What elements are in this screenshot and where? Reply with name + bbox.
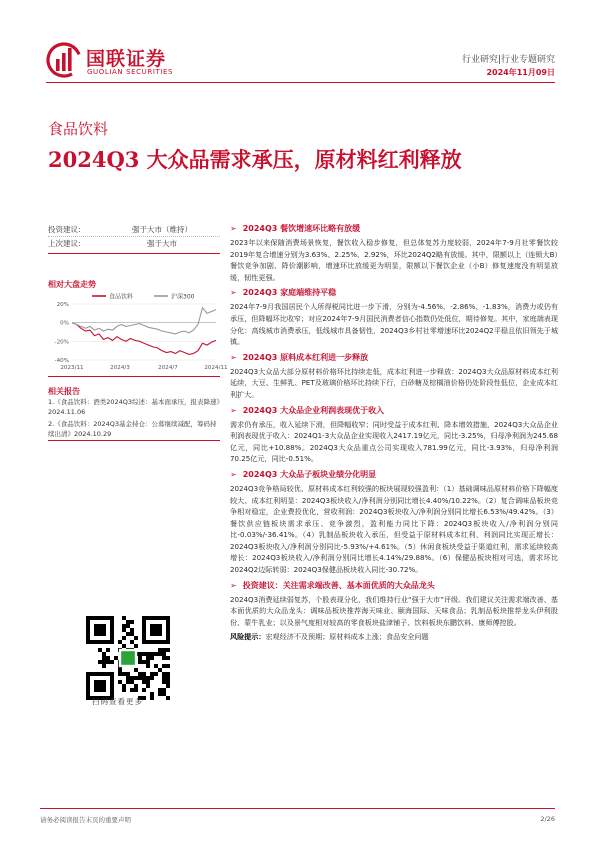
section-heading: ➢ 投资建议：关注需求端改善、基本面优质的大众品龙头 [230,580,435,590]
arrow-right-icon: ➢ [230,352,237,362]
rating-value: 强于大市 [147,239,177,248]
footer-divider [40,808,555,809]
legend-label: 食品饮料 [109,293,134,301]
report-date: 2024年11月09日 [486,68,555,77]
arrow-right-icon: ➢ [230,288,237,298]
related-report-item[interactable]: 2.《食品饮料：2024Q3基金持仓：公募继续减配，筹码持续出清》2024.10.29 [48,420,217,438]
risk-text: 宏观经济不及预期；原材料成本上涨；食品安全问题 [265,632,429,642]
arrow-right-icon: ➢ [230,469,237,479]
industry-label: 食品饮料 [48,120,109,138]
rating-row [48,236,220,250]
footer-disclaimer: 请务必阅读报告末页的重要声明 [40,816,131,824]
chart-svg [48,290,228,372]
header-divider [46,82,555,83]
y-tick-label: -20% [54,339,69,346]
section-heading: ➢ 2024Q3 餐饮增速环比略有放缓 [230,224,361,233]
qr-code-icon [86,616,170,700]
rating-key: 投资建议: [48,224,81,234]
section-paragraph: 2024Q3消费延续弱复苏，个股表现分化，我们维持行业“强于大市”评级。我们建议关注需求端改善、基本面优质的大众品龙头：调味品板块推荐海天味业、颐海国际、天味食品；乳制品板块推荐龙头伊利股份、蒙牛乳业；以及景气度相对较高的零食板块盐津铺子、饮料板块东鹏饮料、康师傅控股。 [230,594,558,627]
section-heading: ➢ 2024Q3 大众品企业利润表现优于收入 [230,405,385,415]
relative-performance-chart [48,290,228,372]
rating-value: 强于大市（维持） [132,224,192,234]
section-paragraph: 2024Q3竞争格局较优、原材料成本红利较强的板块展现较强盈利：（1）基础调味品原材料价格下降幅度较大、成本红利明显：2024Q3板块收入/净利润分别同比增长4.40%/10.22%。（2）复合调味品板块竞争相对稳定，企业费投优化，营收利润：2024Q3板块收入/净利润分别同比增长6.53%/49.42%。（3）餐饮供应链板块需求承压、竞争激烈，盈利能力同比下降：2024Q3板块收入/净利润分别同比-0.03%/-36.41%。（4）乳制品板块收入承压，但受益于原材料成本红利，利润同比实现正增长：2024Q3板块收入/净利润分别同比-5.93%/+4.61%。（5）休闲食板块受益于渠道红利，需求延续较高增长：2024Q3板块收入/净利润分别同比增长4.14%/29.88%。（6）保健品板块相对可选，需求环比2024Q2边际转弱：2024Q3保健品板块收入同比-30.72%。 [230,483,558,575]
section-paragraph: 2024Q3大众品大部分原材料价格环比持续走低，成本红利进一步释放：2024Q3大众品原材料成本红利延续，大豆、生鲜乳、PET及玻璃价格环比持续下行，白砂糖及棕榈油价格仍处阶段性低位，企业成本红利扩大。 [230,366,558,399]
arrow-right-icon: ➢ [230,405,237,415]
section-heading: ➢ 2024Q3 原料成本红利进一步释放 [230,352,369,362]
y-tick-label: -40% [54,358,69,364]
qr-code[interactable] [86,616,170,700]
related-divider [48,440,220,441]
related-reports-list [48,398,220,439]
section-paragraph: 2024年7-9月我国居民个人所得税同比进一步下滑，分别为-4.56%、-2.86%、-1.83%，消费力或仍有承压，但降幅环比收窄；对应2024年7-9月国民消费者信心指数仍处低位，期待修复。其中，家庭端表现分化：高线城市消费承压，低线城市具备韧性，2024Q3乡村社零增速环比2024Q2平稳且依旧领先于城镇。 [230,302,558,347]
x-tick-label: 2024/11 [204,365,228,371]
x-tick-label: 2024/3 [110,365,130,371]
chart-section-label: 相对大盘走势 [48,280,96,289]
series-line [72,323,216,355]
page-number: 2/26 [540,815,555,823]
risk-warning [230,631,558,643]
rating-row [48,222,220,236]
qr-caption: 扫码查看更多 [92,697,143,706]
summary-column [230,222,558,643]
arrow-right-icon: ➢ [230,224,237,233]
brand-name-en: GUOLIAN SECURITIES [87,68,174,76]
related-reports-label: 相关报告 [48,387,80,396]
section-paragraph: 需求仍有承压，收入延续下滑，但降幅收窄；同时受益于成本红利、降本增效措施，2024Q3大众品企业利润表现优于收入：2024Q1-3大众品企业实现收入2417.19亿元，同比-3.25%，归母净利润为245.68亿元，同比+10.88%。2024Q3大众品重点公司实现收入781.99亿元，同比-3.93%，归母净利润70.25亿元，同比-0.51%。 [230,419,558,464]
y-tick-label: 20% [56,302,69,308]
x-tick-label: 2023/11 [60,365,84,371]
rating-divider [48,253,220,254]
report-type: 行业研究|行业专题研究 [461,55,555,65]
arrow-right-icon: ➢ [230,580,237,590]
series-line [72,308,216,334]
section-heading: ➢ 2024Q3 家庭端维持平稳 [230,288,337,298]
section-paragraph: 2023年以来保随消费场景恢复，餐饮收入稳步修复，但总体复苏力度较弱，2024年7-9月社零餐饮较2019年复合增速分别为3.63%、2.25%、2.92%，环比2024Q2略有放缓。其中，限额以上（连锁大B）餐饮竞争加剧、降价潮影响，增速环比放缓更为明显，限额以下餐饮企业（小B）修复速度没有明显放缓，韧性更强。 [230,238,558,282]
page-title: 2024Q3 大众品需求承压，原材料红利释放 [48,147,462,172]
section-heading: ➢ 2024Q3 大众品子板块业绩分化明显 [230,469,377,479]
risk-label: 风险提示： [230,632,266,642]
x-tick-label: 2024/7 [158,365,178,371]
related-report-item[interactable]: 1.《食品饮料：酒类2024Q3综述：基本面承压，报表降速》2024.11.06 [48,398,220,416]
guolian-logo-icon [46,42,82,78]
y-tick-label: 0% [60,320,69,327]
brand-name-cn: 国联证券 [86,48,167,70]
brand-logo [46,40,196,82]
rating-key: 上次建议: [48,239,81,248]
legend-label: 沪深300 [171,293,195,301]
rating-table [48,222,220,254]
chart-divider [48,376,220,377]
